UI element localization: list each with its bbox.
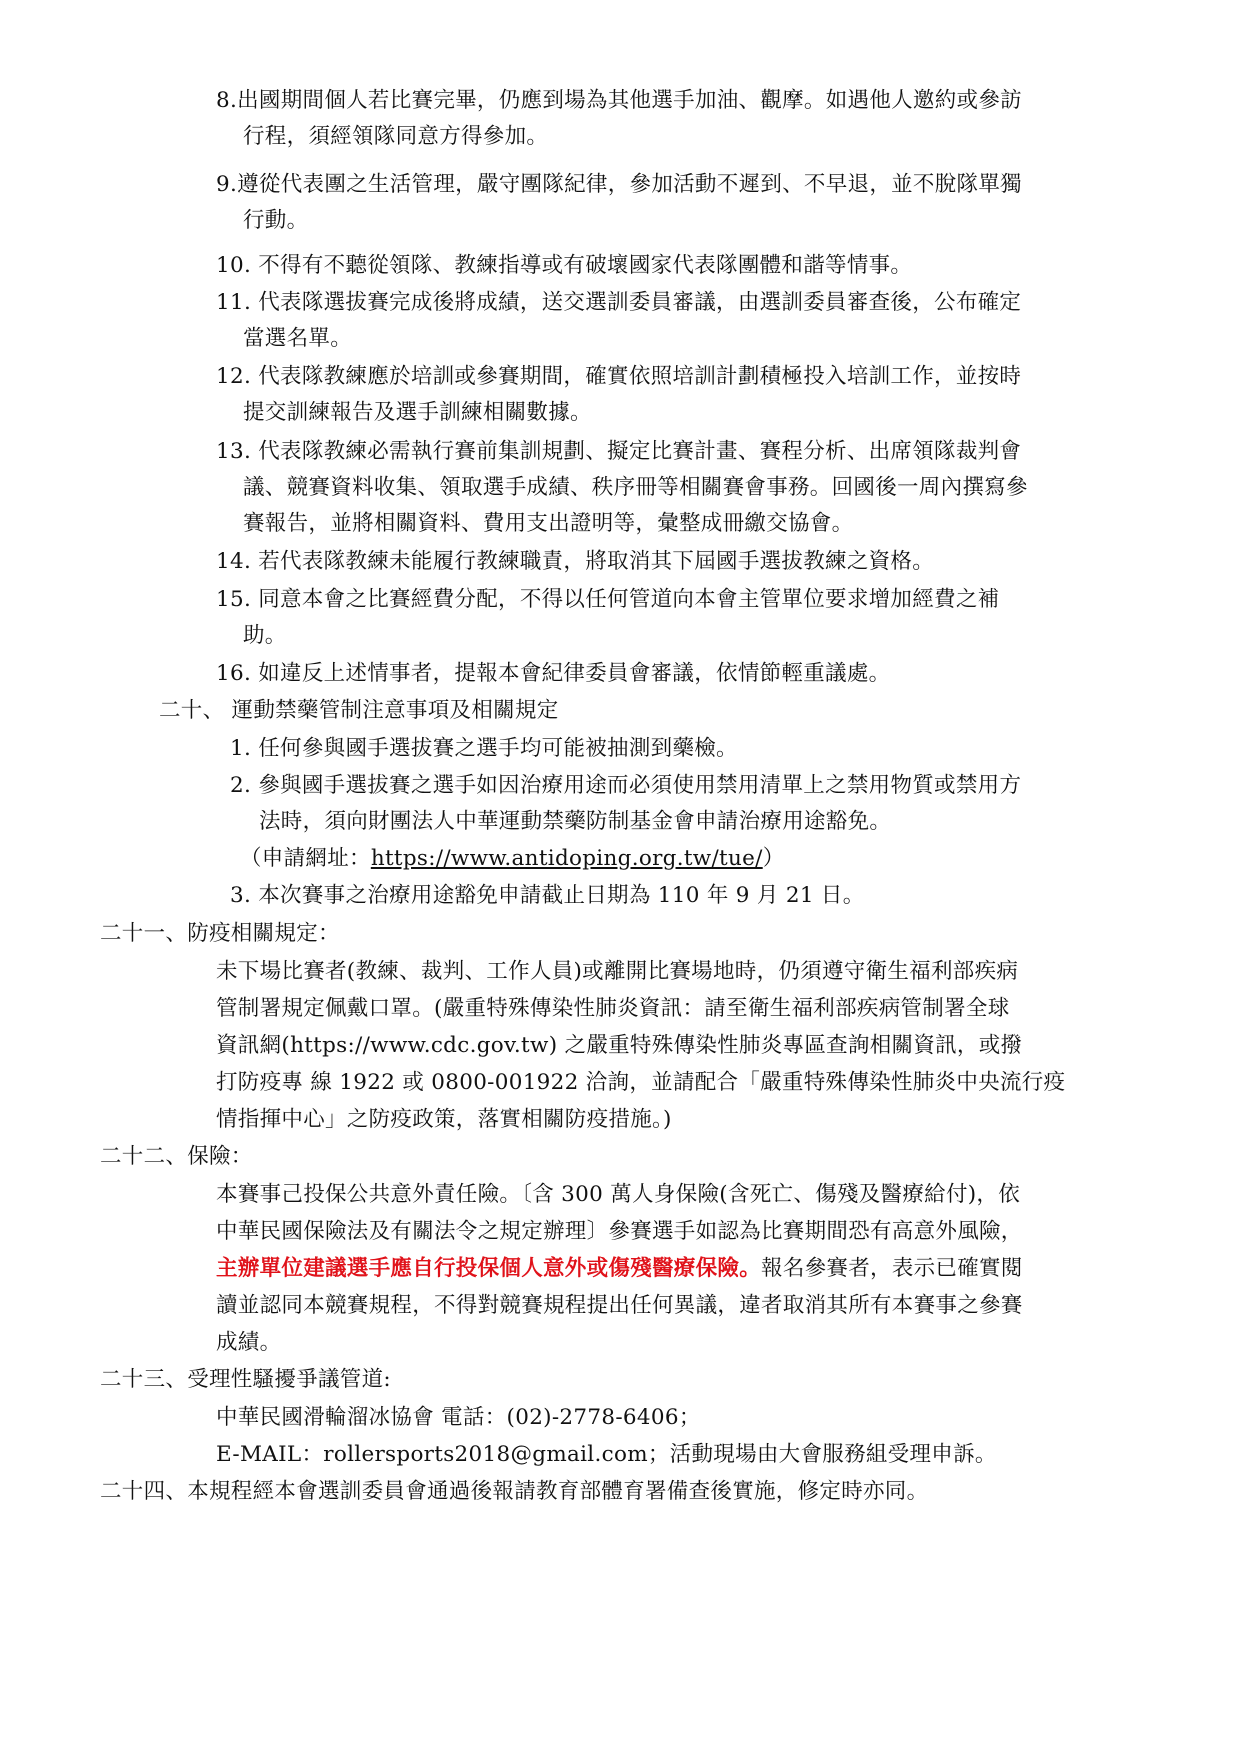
rule-11-line-1: 11. 代表隊選拔賽完成後將成績，送交選訓委員審議，由選訓委員審查後，公布確定 [216, 290, 1022, 315]
antidoping-tue-link[interactable]: https://www.antidoping.org.tw/tue/ [370, 846, 763, 871]
rule-11-line-2: 當選名單。 [243, 326, 353, 351]
section-23-line-1: 中華民國滑輪溜冰協會 電話：(02)-2778-6406； [216, 1405, 701, 1430]
apply-prefix: （申請網址： [240, 846, 371, 871]
section-20-heading: 二十、 運動禁藥管制注意事項及相關規定 [159, 698, 559, 723]
section-20-apply-line [240, 841, 785, 877]
section-21-heading: 二十一、防疫相關規定： [100, 921, 340, 946]
rule-8-line-1: 8.出國期間個人若比賽完畢，仍應到場為其他選手加油、觀摩。如遇他人邀約或參訪 [216, 88, 1022, 113]
section-22-line-5: 成績。 [216, 1330, 282, 1355]
section-22-line-4: 讀並認同本競賽規程，不得對競賽規程提出任何異議，違者取消其所有本賽事之參賽 [216, 1293, 1023, 1318]
section-23-heading: 二十三、受理性騷擾爭議管道: [100, 1367, 391, 1392]
section-21-line-4: 打防疫專 線 1922 或 0800-001922 洽詢，並請配合「嚴重特殊傳染性肺炎中央流行疫 [216, 1070, 1066, 1095]
section-21-line-5: 情指揮中心」之防疫政策，落實相關防疫措施。) [216, 1107, 672, 1132]
section-23-line-2: E-MAIL：rollersports2018@gmail.com；活動現場由大會服務組受理申訴。 [216, 1442, 997, 1467]
insurance-advisory: 主辦單位建議選手應自行投保個人意外或傷殘醫療保險。 [216, 1256, 762, 1281]
section-22-heading: 二十二、保險： [100, 1144, 253, 1169]
section-21-line-3: 資訊網(https://www.cdc.gov.tw) 之嚴重特殊傳染性肺炎專區查詢相關資訊，或撥 [216, 1033, 1023, 1058]
section-20-item-1: 1. 任何參與國手選拔賽之選手均可能被抽測到藥檢。 [230, 736, 738, 761]
section-20-item-3: 3. 本次賽事之治療用途豁免申請截止日期為 110 年 9 月 21 日。 [230, 883, 865, 908]
section-20-item-2-line-2: 法時，須向財團法人中華運動禁藥防制基金會申請治療用途豁免。 [259, 809, 892, 834]
rule-12-line-1: 12. 代表隊教練應於培訓或參賽期間，確實依照培訓計劃積極投入培訓工作，並按時 [216, 364, 1022, 389]
rule-16-line-1: 16. 如違反上述情事者，提報本會紀律委員會審議，依情節輕重議處。 [216, 661, 891, 686]
rule-13-line-2: 議、競賽資料收集、領取選手成績、秩序冊等相關賽會事務。回國後一周內撰寫參 [243, 475, 1028, 500]
section-22-line-1: 本賽事己投保公共意外責任險。〔含 300 萬人身保險(含死亡、傷殘及醫療給付)，依 [216, 1182, 1021, 1207]
rule-14-line-1: 14. 若代表隊教練未能履行教練職責，將取消其下屆國手選拔教練之資格。 [216, 549, 935, 574]
section-20-item-2-line-1: 2. 參與國手選拔賽之選手如因治療用途而必須使用禁用清單上之禁用物質或禁用方 [230, 773, 1022, 798]
rule-13-line-3: 賽報告，並將相關資料、費用支出證明等，彙整成冊繳交協會。 [243, 511, 854, 536]
rule-8-line-2: 行程，須經領隊同意方得參加。 [243, 124, 549, 149]
section-21-line-2: 管制署規定佩戴口罩。(嚴重特殊傳染性肺炎資訊：請至衛生福利部疾病管制署全球 [216, 996, 1010, 1021]
section-21-line-1: 未下場比賽者(教練、裁判、工作人員)或離開比賽場地時，仍須遵守衛生福利部疾病 [216, 959, 1019, 984]
rule-9-line-2: 行動。 [243, 208, 309, 233]
rule-12-line-2: 提交訓練報告及選手訓練相關數據。 [243, 400, 592, 425]
section-22-line-2: 中華民國保險法及有關法令之規定辦理〕參賽選手如認為比賽期間恐有高意外風險， [216, 1219, 1023, 1244]
insurance-line-3-rest: 報名參賽者，表示已確實閱 [761, 1256, 1023, 1281]
section-24-text: 二十四、本規程經本會選訓委員會通過後報請教育部體育署備查後實施，修定時亦同。 [100, 1479, 929, 1504]
rule-13-line-1: 13. 代表隊教練必需執行賽前集訓規劃、擬定比賽計畫、賽程分析、出席領隊裁判會 [216, 439, 1022, 464]
apply-suffix: ） [762, 846, 785, 871]
rule-10-line-1: 10. 不得有不聽從領隊、教練指導或有破壞國家代表隊團體和諧等情事。 [216, 253, 913, 278]
section-22-line-3 [216, 1251, 1023, 1287]
rule-15-line-2: 助。 [243, 623, 287, 648]
rule-9-line-1: 9.遵從代表團之生活管理，嚴守團隊紀律，參加活動不遲到、不早退，並不脫隊單獨 [216, 172, 1022, 197]
rule-15-line-1: 15. 同意本會之比賽經費分配，不得以任何管道向本會主管單位要求增加經費之補 [216, 587, 1000, 612]
